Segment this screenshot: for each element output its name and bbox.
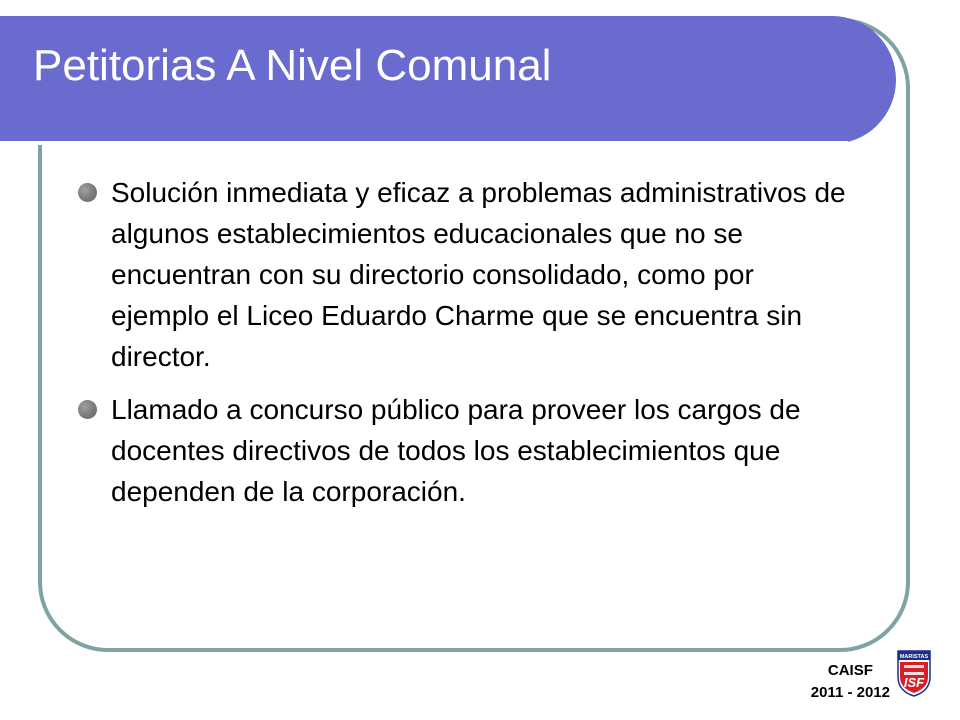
logo-banner-text: MARISTAS (899, 654, 929, 660)
bullet-dot-icon (78, 400, 97, 419)
bullet-dot-icon (78, 183, 97, 202)
footer-years: 2011 - 2012 (810, 684, 890, 701)
title-underline (0, 141, 848, 145)
footer (811, 660, 890, 704)
bullet-list (78, 172, 858, 524)
logo-letters: ISF (903, 675, 925, 690)
footer-organization: CAISF (827, 662, 873, 679)
bullet-text: Solución inmediata y eficaz a problemas administrativos de algunos establecimientos educacionales que no se encuentran con su directorio consolidado, como por ejemplo el Liceo Eduardo Charme que se encuentra sin director. (111, 177, 846, 372)
bullet-item (78, 172, 858, 377)
bullet-text: Llamado a concurso público para proveer los cargos de docentes directivos de todos los establecimientos que dependen de la corporación. (111, 394, 801, 507)
school-crest-icon (896, 643, 932, 697)
bullet-item (78, 389, 858, 512)
slide-title: Petitorias A Nivel Comunal (33, 41, 552, 90)
